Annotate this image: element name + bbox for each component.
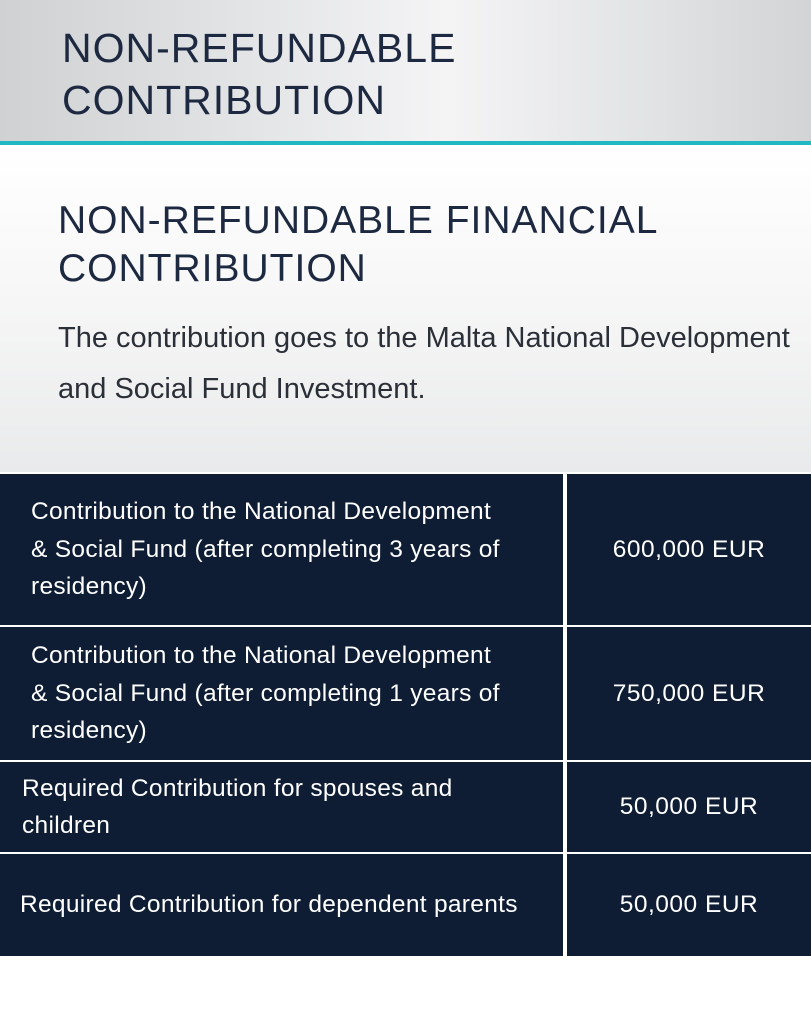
row-label-cell bbox=[0, 762, 563, 852]
intro-section bbox=[0, 145, 811, 472]
table-row bbox=[0, 625, 811, 760]
table-row bbox=[0, 760, 811, 852]
table-row bbox=[0, 852, 811, 956]
header-banner bbox=[0, 0, 811, 141]
row-label-cell bbox=[0, 627, 563, 760]
row-label-cell bbox=[0, 854, 563, 956]
row-value-cell bbox=[567, 474, 811, 625]
section-title: NON-REFUNDABLE FINANCIAL CONTRIBUTION bbox=[58, 199, 657, 290]
row-value: 600,000 EUR bbox=[612, 535, 766, 563]
row-value: 50,000 EUR bbox=[619, 891, 759, 918]
row-value-cell bbox=[567, 627, 811, 760]
row-value: 50,000 EUR bbox=[619, 793, 759, 820]
table-row bbox=[0, 472, 811, 625]
row-label: Required Contribution for spouses and children bbox=[22, 774, 453, 839]
row-value: 750,000 EUR bbox=[612, 679, 766, 707]
section-description: The contribution goes to the Malta National Development and Social Fund Investment. bbox=[58, 322, 790, 405]
row-label-cell bbox=[0, 474, 563, 625]
row-label: Contribution to the National Development & Social Fund (after completing 1 years of residency) bbox=[31, 642, 500, 745]
row-label: Required Contribution for dependent parents bbox=[20, 891, 518, 919]
page-title: NON-REFUNDABLE CONTRIBUTION bbox=[62, 25, 457, 123]
row-label: Contribution to the National Development & Social Fund (after completing 3 years of residency) bbox=[31, 498, 500, 601]
row-value-cell bbox=[567, 854, 811, 956]
row-value-cell bbox=[567, 762, 811, 852]
